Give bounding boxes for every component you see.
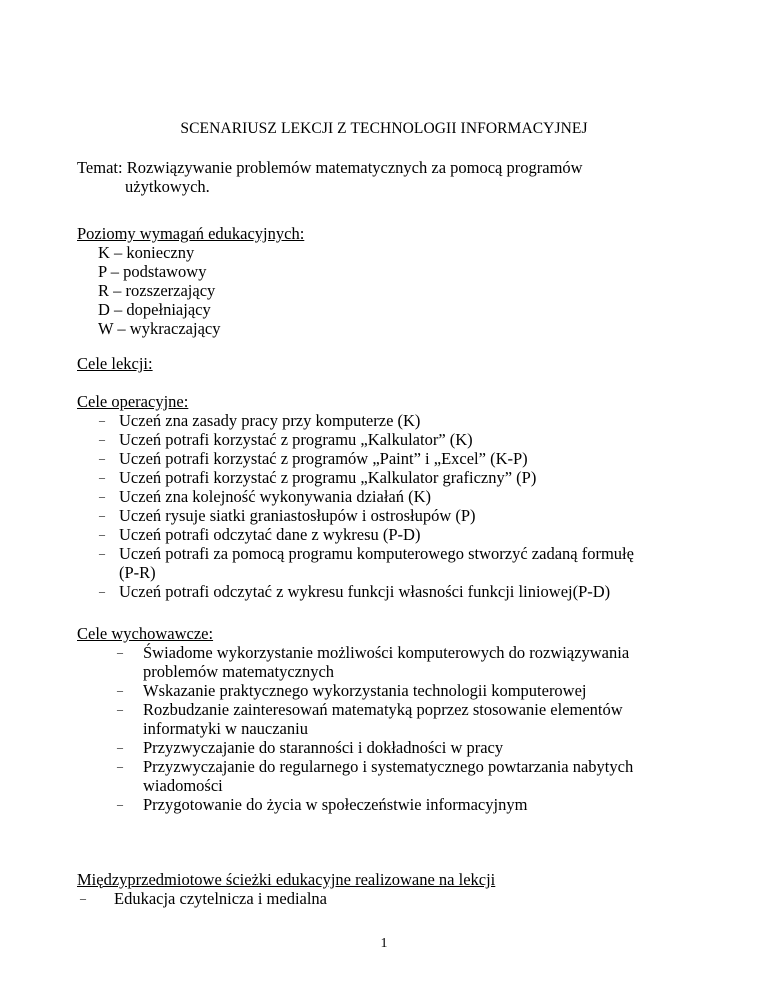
dash-bullet-icon: – <box>117 645 123 659</box>
dash-bullet-icon: – <box>80 891 86 905</box>
educational-goal-item <box>77 700 697 738</box>
dash-bullet-icon: – <box>99 432 105 446</box>
operational-goals-list <box>77 411 697 601</box>
interdisciplinary-path-item <box>77 889 717 908</box>
educational-goal-item-text: Rozbudzanie zainteresowań matematyką poprzez stosowanie elementów <box>143 700 623 719</box>
topic-text-line2: użytkowych. <box>125 177 210 196</box>
topic-label: Temat: <box>77 158 123 177</box>
dash-bullet-icon: – <box>117 759 123 773</box>
interdisciplinary-path-item-text: Edukacja czytelnicza i medialna <box>114 889 328 908</box>
educational-goal-item <box>77 643 697 681</box>
educational-goal-item-text: Przygotowanie do życia w społeczeństwie informacyjnym <box>143 795 528 814</box>
dash-bullet-icon: – <box>99 527 105 541</box>
level-item: D – dopełniający <box>98 300 211 319</box>
operational-goal-item-text: Uczeń potrafi za pomocą programu komputerowego stworzyć zadaną formułę <box>119 544 634 563</box>
operational-goal-item-text: Uczeń potrafi odczytać z wykresu funkcji własności funkcji liniowej(P-D) <box>119 582 611 601</box>
educational-goal-item-text: Wskazanie praktycznego wykorzystania technologii komputerowej <box>143 681 587 700</box>
operational-goal-item <box>77 468 697 487</box>
operational-goal-item <box>77 582 697 601</box>
operational-goal-item-text: Uczeń potrafi korzystać z programów „Paint” i „Excel” (K-P) <box>119 449 528 468</box>
interdisciplinary-paths-heading: Międzyprzedmiotowe ścieżki edukacyjne realizowane na lekcji <box>77 870 496 889</box>
document-title: SCENARIUSZ LEKCJI Z TECHNOLOGII INFORMACYJNEJ <box>180 120 588 137</box>
educational-goal-item <box>77 757 697 795</box>
topic-text-line1: Rozwiązywanie problemów matematycznych za pomocą programów <box>126 158 583 177</box>
operational-goal-item-text: Uczeń zna kolejność wykonywania działań (K) <box>119 487 432 506</box>
levels-section <box>77 224 304 338</box>
operational-goal-item-text: Uczeń zna zasady pracy przy komputerze (K) <box>119 411 421 430</box>
dash-bullet-icon: – <box>99 470 105 484</box>
dash-bullet-icon: – <box>99 546 105 560</box>
dash-bullet-icon: – <box>99 489 105 503</box>
goals-heading: Cele lekcji: <box>77 354 153 373</box>
educational-goal-item-text: Przyzwyczajanie do staranności i dokładności w pracy <box>143 738 504 757</box>
levels-heading: Poziomy wymagań edukacyjnych: <box>77 224 305 243</box>
educational-goal-item-text: wiadomości <box>143 776 223 795</box>
operational-goal-item <box>77 544 697 582</box>
educational-goal-item-text: informatyki w nauczaniu <box>143 719 308 738</box>
operational-goals-section <box>77 392 697 601</box>
operational-goal-item-text: (P-R) <box>119 563 156 582</box>
educational-goal-item <box>77 681 697 700</box>
educational-goal-item-text: Świadome wykorzystanie możliwości komputerowych do rozwiązywania <box>143 643 630 662</box>
interdisciplinary-paths-section <box>77 870 717 908</box>
operational-goal-item <box>77 525 697 544</box>
dash-bullet-icon: – <box>99 584 105 598</box>
operational-goal-item <box>77 411 697 430</box>
levels-list <box>77 243 304 338</box>
operational-goal-item <box>77 487 697 506</box>
operational-goal-item-text: Uczeń rysuje siatki graniastosłupów i ostrosłupów (P) <box>119 506 476 525</box>
level-item: W – wykraczający <box>98 319 221 338</box>
dash-bullet-icon: – <box>99 413 105 427</box>
dash-bullet-icon: – <box>117 797 123 811</box>
operational-goal-item-text: Uczeń potrafi odczytać dane z wykresu (P-D) <box>119 525 421 544</box>
level-item: R – rozszerzający <box>98 281 216 300</box>
level-item: P – podstawowy <box>98 262 207 281</box>
educational-goals-heading: Cele wychowawcze: <box>77 624 214 643</box>
dash-bullet-icon: – <box>117 683 123 697</box>
dash-bullet-icon: – <box>99 508 105 522</box>
educational-goal-item <box>77 738 697 757</box>
dash-bullet-icon: – <box>117 740 123 754</box>
educational-goals-section <box>77 624 697 814</box>
educational-goal-item-text: Przyzwyczajanie do regularnego i systematycznego powtarzania nabytych <box>143 757 634 776</box>
operational-goal-item <box>77 449 697 468</box>
operational-goal-item <box>77 430 697 449</box>
educational-goals-list <box>77 643 697 814</box>
interdisciplinary-paths-list <box>77 889 717 908</box>
page-number: 1 <box>380 936 388 951</box>
topic <box>77 158 697 196</box>
operational-goal-item-text: Uczeń potrafi korzystać z programu „Kalkulator graficzny” (P) <box>119 468 537 487</box>
dash-bullet-icon: – <box>117 702 123 716</box>
operational-goal-item <box>77 506 697 525</box>
level-item: K – konieczny <box>98 243 195 262</box>
educational-goal-item-text: problemów matematycznych <box>143 662 335 681</box>
operational-goal-item-text: Uczeń potrafi korzystać z programu „Kalkulator” (K) <box>119 430 473 449</box>
dash-bullet-icon: – <box>99 451 105 465</box>
operational-goals-heading: Cele operacyjne: <box>77 392 189 411</box>
educational-goal-item <box>77 795 697 814</box>
